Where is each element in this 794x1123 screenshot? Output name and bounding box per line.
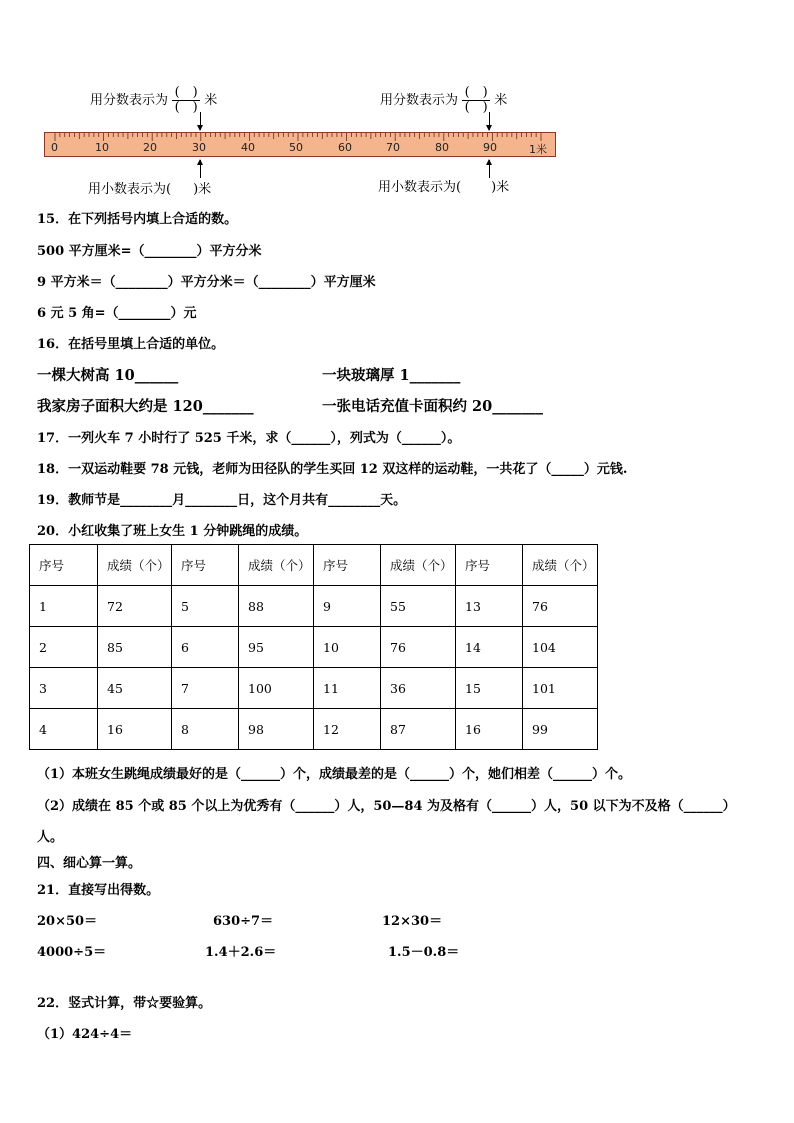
q22-item1[interactable]: （1）424÷4＝ [37,1027,133,1042]
ruler-label-10: 10 [95,141,109,154]
table-header-cell: 序号 [456,545,523,586]
table-cell: 45 [98,668,172,709]
table-cell: 100 [239,668,314,709]
table-row [30,668,598,709]
meter-ruler [44,132,556,157]
table-cell: 3 [30,668,98,709]
ruler-label-70: 70 [386,141,400,154]
table-cell: 8 [172,709,239,750]
table-header-cell: 成绩（个） [98,545,172,586]
q20-sub2-cont: 人。 [37,830,64,845]
q21-item[interactable]: 1.4＋2.6＝ [205,945,277,960]
section-title: 四、细心算一算。 [37,856,142,871]
ruler-label-60: 60 [338,141,352,154]
table-header-cell: 序号 [172,545,239,586]
q16-item3[interactable]: 我家房子面积大约是 120_______ [37,398,254,415]
q21-item[interactable]: 1.5－0.8＝ [388,945,460,960]
q21-item[interactable]: 630÷7＝ [213,914,274,929]
q21-item[interactable]: 12×30＝ [382,914,443,929]
table-cell: 13 [456,586,523,627]
table-cell: 9 [314,586,381,627]
table-cell: 16 [456,709,523,750]
scores-table [29,544,598,750]
table-cell: 10 [314,627,381,668]
q16-item2[interactable]: 一块玻璃厚 1_______ [322,367,461,384]
table-cell: 76 [381,627,456,668]
q16-item1[interactable]: 一棵大树高 10______ [37,367,179,384]
q17[interactable]: 17．一列火车 7 小时行了 525 千米，求（______），列式为（______）。 [37,431,461,446]
table-cell: 4 [30,709,98,750]
q16-item4[interactable]: 一张电话充值卡面积约 20_______ [322,398,543,415]
table-cell: 15 [456,668,523,709]
ruler-label-30: 30 [192,141,206,154]
ruler-label-20: 20 [143,141,157,154]
table-cell: 72 [98,586,172,627]
table-header-cell: 序号 [30,545,98,586]
table-cell: 101 [523,668,598,709]
q15-line1[interactable]: 500 平方厘米=（________）平方分米 [37,244,262,259]
table-cell: 12 [314,709,381,750]
table-cell: 98 [239,709,314,750]
q20-sub1[interactable]: （1）本班女生跳绳成绩最好的是（______）个，成绩最差的是（______）个，她们相差（______）个。 [37,767,632,782]
fraction-blank-right[interactable]: ( ) ( ) [462,87,490,114]
table-header-cell: 序号 [314,545,381,586]
table-row [30,709,598,750]
q16-title: 16．在括号里填上合适的单位。 [37,337,225,352]
q22-title: 22．竖式计算，带☆要验算。 [37,996,212,1011]
q20-title: 20．小红收集了班上女生 1 分钟跳绳的成绩。 [37,524,308,539]
ruler-label-90: 90 [483,141,497,154]
q21-title: 21．直接写出得数。 [37,883,160,898]
q21-item[interactable]: 4000÷5＝ [37,945,107,960]
table-cell: 14 [456,627,523,668]
table-cell: 87 [381,709,456,750]
table-cell: 1 [30,586,98,627]
table-header-cell: 成绩（个） [381,545,456,586]
ruler-label-40: 40 [241,141,255,154]
table-cell: 55 [381,586,456,627]
table-cell: 85 [98,627,172,668]
arrow-down-left [200,112,201,130]
q15-line2[interactable]: 9 平方米＝（________）平方分米＝（________）平方厘米 [37,275,376,290]
table-cell: 11 [314,668,381,709]
table-header-cell: 成绩（个） [523,545,598,586]
fraction-label-left: 用分数表示为 ( ) ( ) 米 [90,85,218,115]
ruler-label-50: 50 [289,141,303,154]
table-cell: 76 [523,586,598,627]
table-row [30,586,598,627]
ruler-label-80: 80 [435,141,449,154]
table-cell: 104 [523,627,598,668]
decimal-label-left: 用小数表示为( )米 [88,182,212,197]
q20-sub2[interactable]: （2）成绩在 85 个或 85 个以上为优秀有（______）人，50—84 为及格有（______）人，50 以下为不及格（______） [37,799,736,814]
table-row [30,627,598,668]
ruler-label-1m: 1米 [529,143,547,156]
table-header-cell: 成绩（个） [239,545,314,586]
arrow-up-left [200,160,201,178]
table-cell: 6 [172,627,239,668]
arrow-down-right [489,112,490,130]
table-cell: 36 [381,668,456,709]
ruler-label-0: 0 [51,141,58,154]
table-cell: 7 [172,668,239,709]
fraction-blank-left[interactable]: ( ) ( ) [172,87,200,114]
q18[interactable]: 18．一双运动鞋要 78 元钱，老师为田径队的学生买回 12 双这样的运动鞋，一共花了（_____）元钱. [37,462,628,477]
fraction-label-right: 用分数表示为 ( ) ( ) 米 [380,85,508,115]
table-cell: 5 [172,586,239,627]
table-cell: 88 [239,586,314,627]
q19[interactable]: 19．教师节是________月________日，这个月共有________天。 [37,493,407,508]
table-cell: 95 [239,627,314,668]
q21-item[interactable]: 20×50＝ [37,914,98,929]
table-cell: 99 [523,709,598,750]
table-cell: 16 [98,709,172,750]
table-cell: 2 [30,627,98,668]
q15-line3[interactable]: 6 元 5 角=（________）元 [37,306,197,321]
table-header-row [30,545,598,586]
decimal-label-right: 用小数表示为( )米 [378,180,510,195]
q15-title: 15．在下列括号内填上合适的数。 [37,212,238,227]
